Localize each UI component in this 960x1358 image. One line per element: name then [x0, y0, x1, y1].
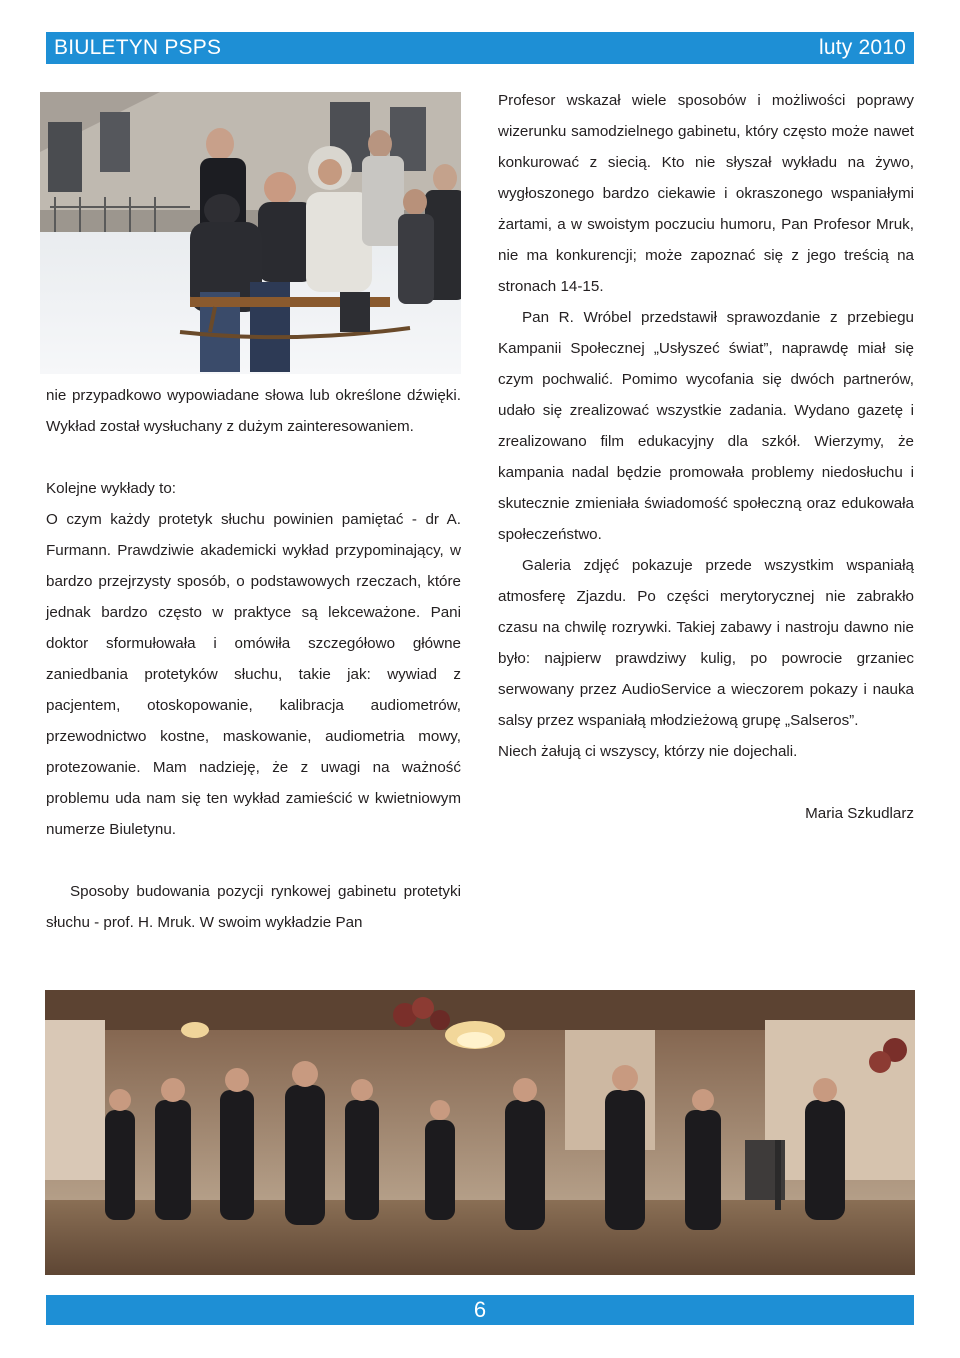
kulig-photo-image [40, 92, 461, 374]
dance-photo [45, 990, 915, 1275]
right-paragraph-2: Pan R. Wróbel przedstawił sprawozdanie z przebiegu Kampanii Społecznej „Usłyszeć świat”, naprawdę miał się czym pochwalić. Pomimo wycofania się dwóch partnerów, udało się zrealizować wszystkie zadania. Wydano gazetę i zrealizowano film edukacyjny dla szkół. Wierzymy, że kampania nadal będzie promowała problemy niedosłuchu i skutecznie zmieniała świadomość społeczną oraz edukowała społeczeństwo. [498, 309, 914, 543]
left-paragraph-2: Kolejne wykłady to: [46, 480, 177, 497]
issue-date: luty 2010 [818, 36, 906, 59]
author-signature: Maria Szkudlarz [805, 805, 914, 822]
right-paragraph-3: Galeria zdjęć pokazuje przede wszystkim wspaniałą atmosferę Zjazdu. Po części merytorycznej nie zabrakło czasu na chwilę rozrywki. Takiej zabawy i nastroju dawno nie było: najpierw prawdziwy kulig, po powrocie grzaniec serwowany przez AudioService a wieczorem pokazy i nauka salsy przez wspaniałą młodzieżową grupę „Salseros”. [498, 557, 914, 729]
left-column [46, 380, 461, 938]
left-paragraph-3: O czym każdy protetyk słuchu powinien pamiętać - dr A. Furmann. Prawdziwie akademicki wykład przypominający, w bardzo przejrzysty sposób, o podstawowych rzeczach, które jednak bardzo często w praktyce są lekceważone. Pani doktor sformułowała i omówiła szczegółowo główne zaniedbania protetyków słuchu, takie jak: wywiad z pacjentem, otoskopowanie, kalibracja audiometrów, przewodnictwo kostne, maskowanie, audiometria mowy, protezowanie. Mam nadzieję, że z uwagi na ważność problemu uda nam się ten wykład zamieścić w kwietniowym numerze Biuletynu. [46, 511, 461, 838]
right-column [498, 85, 914, 829]
page-header [46, 32, 914, 64]
right-paragraph-1: Profesor wskazał wiele sposobów i możliwości poprawy wizerunku samodzielnego gabinetu, który często może nawet konkurować z siecią. Kto nie słyszał wykładu na żywo, wygłoszonego bardzo ciekawie i okraszonego wspaniałymi żartami, a w swoistym poczuciu humoru, Pan Profesor Mruk, nie ma konkurencji; może zapoznać się z jego treścią na stronach 14-15. [498, 92, 914, 295]
newsletter-title: BIULETYN PSPS [54, 36, 222, 59]
page-footer [46, 1295, 914, 1325]
paragraph-gap [498, 767, 914, 798]
paragraph-gap [46, 845, 461, 876]
page-number: 6 [473, 1297, 487, 1322]
left-paragraph-4: Sposoby budowania pozycji rynkowej gabinetu protetyki słuchu - prof. H. Mruk. W swoim wykładzie Pan [46, 883, 461, 931]
paragraph-gap [46, 442, 461, 473]
dance-photo-image [45, 990, 915, 1275]
kulig-photo [40, 92, 461, 374]
left-paragraph-1: nie przypadkowo wypowiadane słowa lub określone dźwięki. Wykład został wysłuchany z dużym zainteresowaniem. [46, 387, 461, 435]
right-paragraph-4: Niech żałują ci wszyscy, którzy nie dojechali. [498, 743, 798, 760]
